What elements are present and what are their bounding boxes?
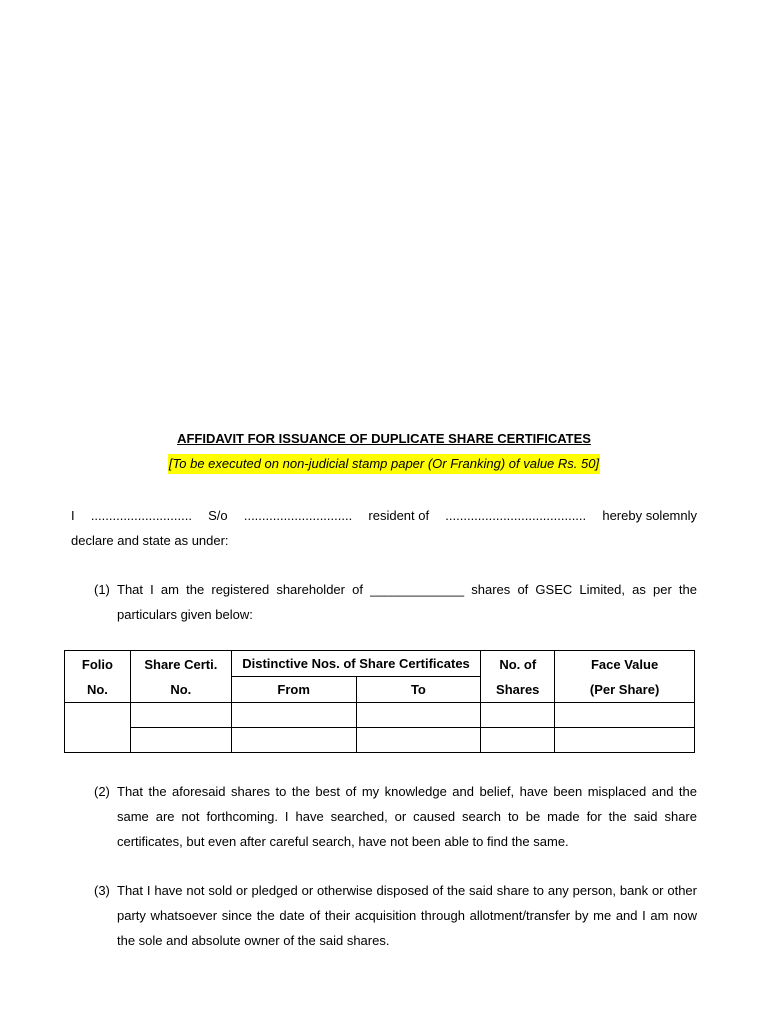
from-cell [231, 703, 356, 728]
from-cell [231, 728, 356, 753]
subtitle-wrapper [0, 454, 768, 474]
face-header-line2: (Per Share) [589, 681, 660, 697]
table-row [65, 728, 695, 753]
shares-cell [481, 703, 555, 728]
paragraph-number: (1) [94, 582, 110, 597]
document-title: AFFIDAVIT FOR ISSUANCE OF DUPLICATE SHARE CERTIFICATES [177, 431, 591, 446]
folio-header [65, 651, 131, 703]
name-blank: ............................ [90, 508, 192, 523]
intro-line-1 [71, 503, 697, 528]
stamp-paper-note: [To be executed on non-judicial stamp paper (Or Franking) of value Rs. 50] [168, 454, 600, 474]
paragraph-number: (3) [94, 883, 110, 898]
paragraph-text: That I have not sold or pledged or otherwise disposed of the said share to any person, bank or other party whatsoever since the date of their acquisition through allotment/transfer by me and I am now the sole and absolute owner of the said shares. [117, 883, 697, 948]
intro-hereby: hereby solemnly [602, 508, 697, 523]
shares-header-line1: No. of [499, 656, 537, 672]
from-header: From [231, 677, 356, 703]
intro-i: I [71, 508, 75, 523]
to-header: To [356, 677, 481, 703]
paragraph-2 [94, 779, 697, 854]
folio-header-line1: Folio [81, 656, 113, 672]
shares-cell [481, 728, 555, 753]
intro-so: S/o [208, 508, 228, 523]
address-blank: ....................................... [445, 508, 587, 523]
table-row [65, 703, 695, 728]
folio-header-line2: No. [86, 681, 108, 697]
to-cell [356, 703, 481, 728]
face-header-line1: Face Value [590, 656, 659, 672]
shares-count-header [481, 651, 555, 703]
to-cell [356, 728, 481, 753]
paragraph-number: (2) [94, 784, 110, 799]
intro-line-2: declare and state as under: [71, 533, 229, 548]
certificate-header-line1: Share Certi. [144, 656, 218, 672]
paragraph-text: That the aforesaid shares to the best of my knowledge and belief, have been misplaced and the same are not forthcoming. I have searched, or caused search to be made for the said share certificates, but even after careful search, have not been able to find the same. [117, 784, 697, 849]
paragraph-1 [94, 577, 697, 627]
intro-resident-of: resident of [368, 508, 430, 523]
face-value-cell [555, 703, 695, 728]
certificate-header [130, 651, 231, 703]
paragraph-3 [94, 878, 697, 953]
face-value-cell [555, 728, 695, 753]
intro-statement [71, 503, 697, 553]
distinctive-header: Distinctive Nos. of Share Certificates [231, 651, 481, 677]
certificate-header-line2: No. [170, 681, 192, 697]
table-header-row-1 [65, 651, 695, 677]
shares-header-line2: Shares [496, 681, 540, 697]
paragraph-text: That I am the registered shareholder of _____________ shares of GSEC Limited, as per the particulars given below: [117, 582, 697, 622]
certificate-cell [130, 728, 231, 753]
certificate-cell [130, 703, 231, 728]
folio-cell [65, 703, 131, 753]
face-value-header [555, 651, 695, 703]
father-name-blank: .............................. [243, 508, 353, 523]
share-particulars-table [64, 650, 695, 753]
